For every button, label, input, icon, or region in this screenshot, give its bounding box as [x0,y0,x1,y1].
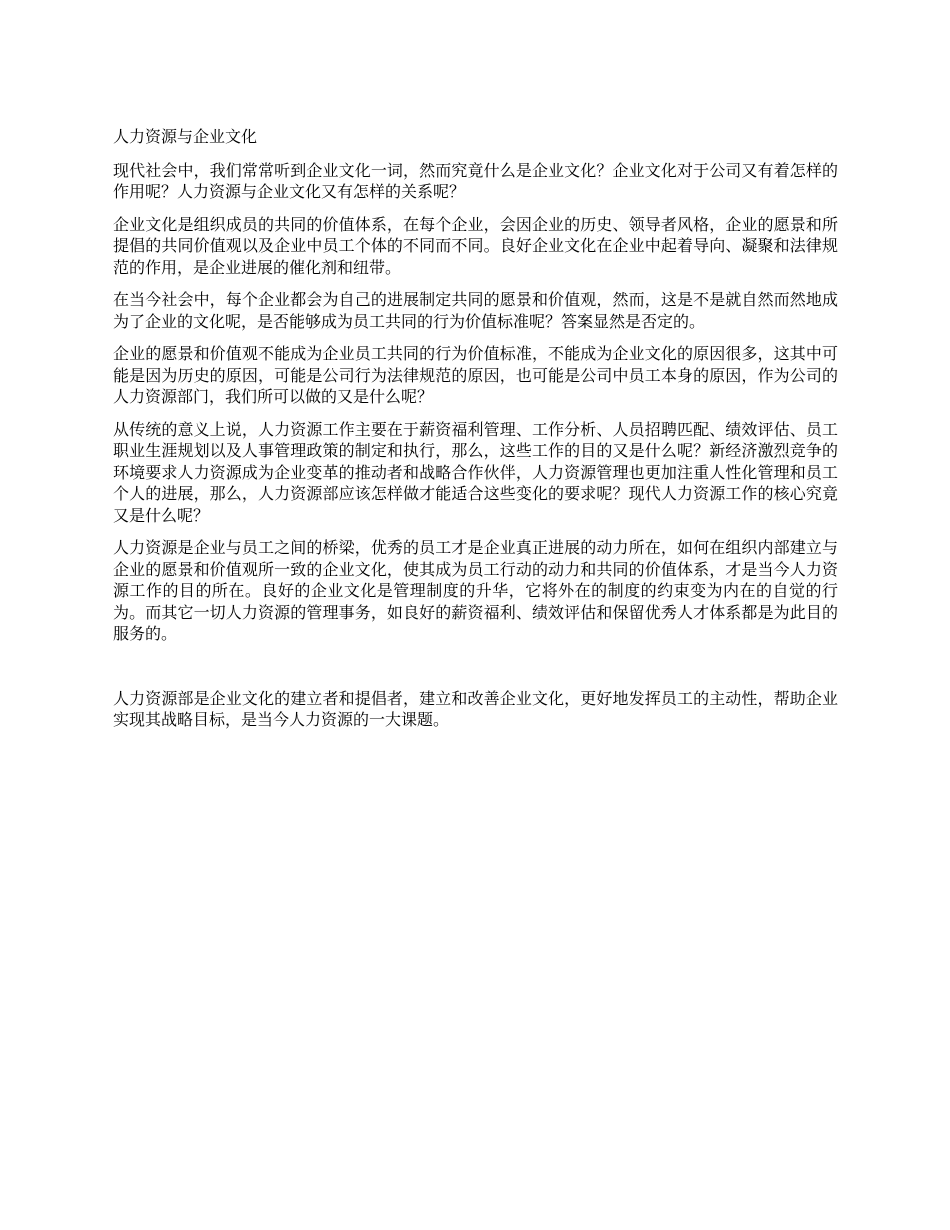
paragraph-6: 人力资源是企业与员工之间的桥梁，优秀的员工才是企业真正进展的动力所在，如何在组织内部建立与企业的愿景和价值观所一致的企业文化，使其成为员工行动的动力和共同的价值体系，才是当今人力资源工作的目的所在。良好的企业文化是管理制度的升华，它将外在的制度的约束变为内在的自觉的行为。而其它一切人力资源的管理事务，如良好的薪资福利、绩效评估和保留优秀人才体系都是为此目的服务的。 [113,538,838,643]
document-body [113,126,838,742]
paragraph-4: 企业的愿景和价值观不能成为企业员工共同的行为价值标准，不能成为企业文化的原因很多，这其中可能是因为历史的原因，可能是公司行为法律规范的原因，也可能是公司中员工本身的原因，作为公司的人力资源部门，我们所可以做的又是什么呢？ [113,344,838,406]
paragraph-2: 企业文化是组织成员的共同的价值体系，在每个企业，会因企业的历史、领导者风格，企业的愿景和所提倡的共同价值观以及企业中员工个体的不同而不同。良好企业文化在企业中起着导向、凝聚和法律规范的作用，是企业进展的催化剂和纽带。 [113,214,838,277]
paragraph-1: 现代社会中，我们常常听到企业文化一词，然而究竟什么是企业文化？企业文化对于公司又有着怎样的作用呢？人力资源与企业文化又有怎样的关系呢？ [113,160,838,201]
document-title: 人力资源与企业文化 [113,127,258,146]
paragraph-5: 从传统的意义上说，人力资源工作主要在于薪资福利管理、工作分析、人员招聘匹配、绩效评估、员工职业生涯规划以及人事管理政策的制定和执行，那么，这些工作的目的又是什么呢？新经济激烈竞争的环境要求人力资源成为企业变革的推动者和战略合作伙伴，人力资源管理也更加注重人性化管理和员工个人的进展，那么，人力资源部应该怎样做才能适合这些变化的要求呢？现代人力资源工作的核心究竟又是什么呢？ [113,419,838,525]
paragraph-7: 人力资源部是企业文化的建立者和提倡者，建立和改善企业文化，更好地发挥员工的主动性，帮助企业实现其战略目标，是当今人力资源的一大课题。 [113,688,838,729]
paragraph-3: 在当今社会中，每个企业都会为自己的进展制定共同的愿景和价值观，然而，这是不是就自然而然地成为了企业的文化呢，是否能够成为员工共同的行为价值标准呢？答案显然是否定的。 [113,290,838,331]
